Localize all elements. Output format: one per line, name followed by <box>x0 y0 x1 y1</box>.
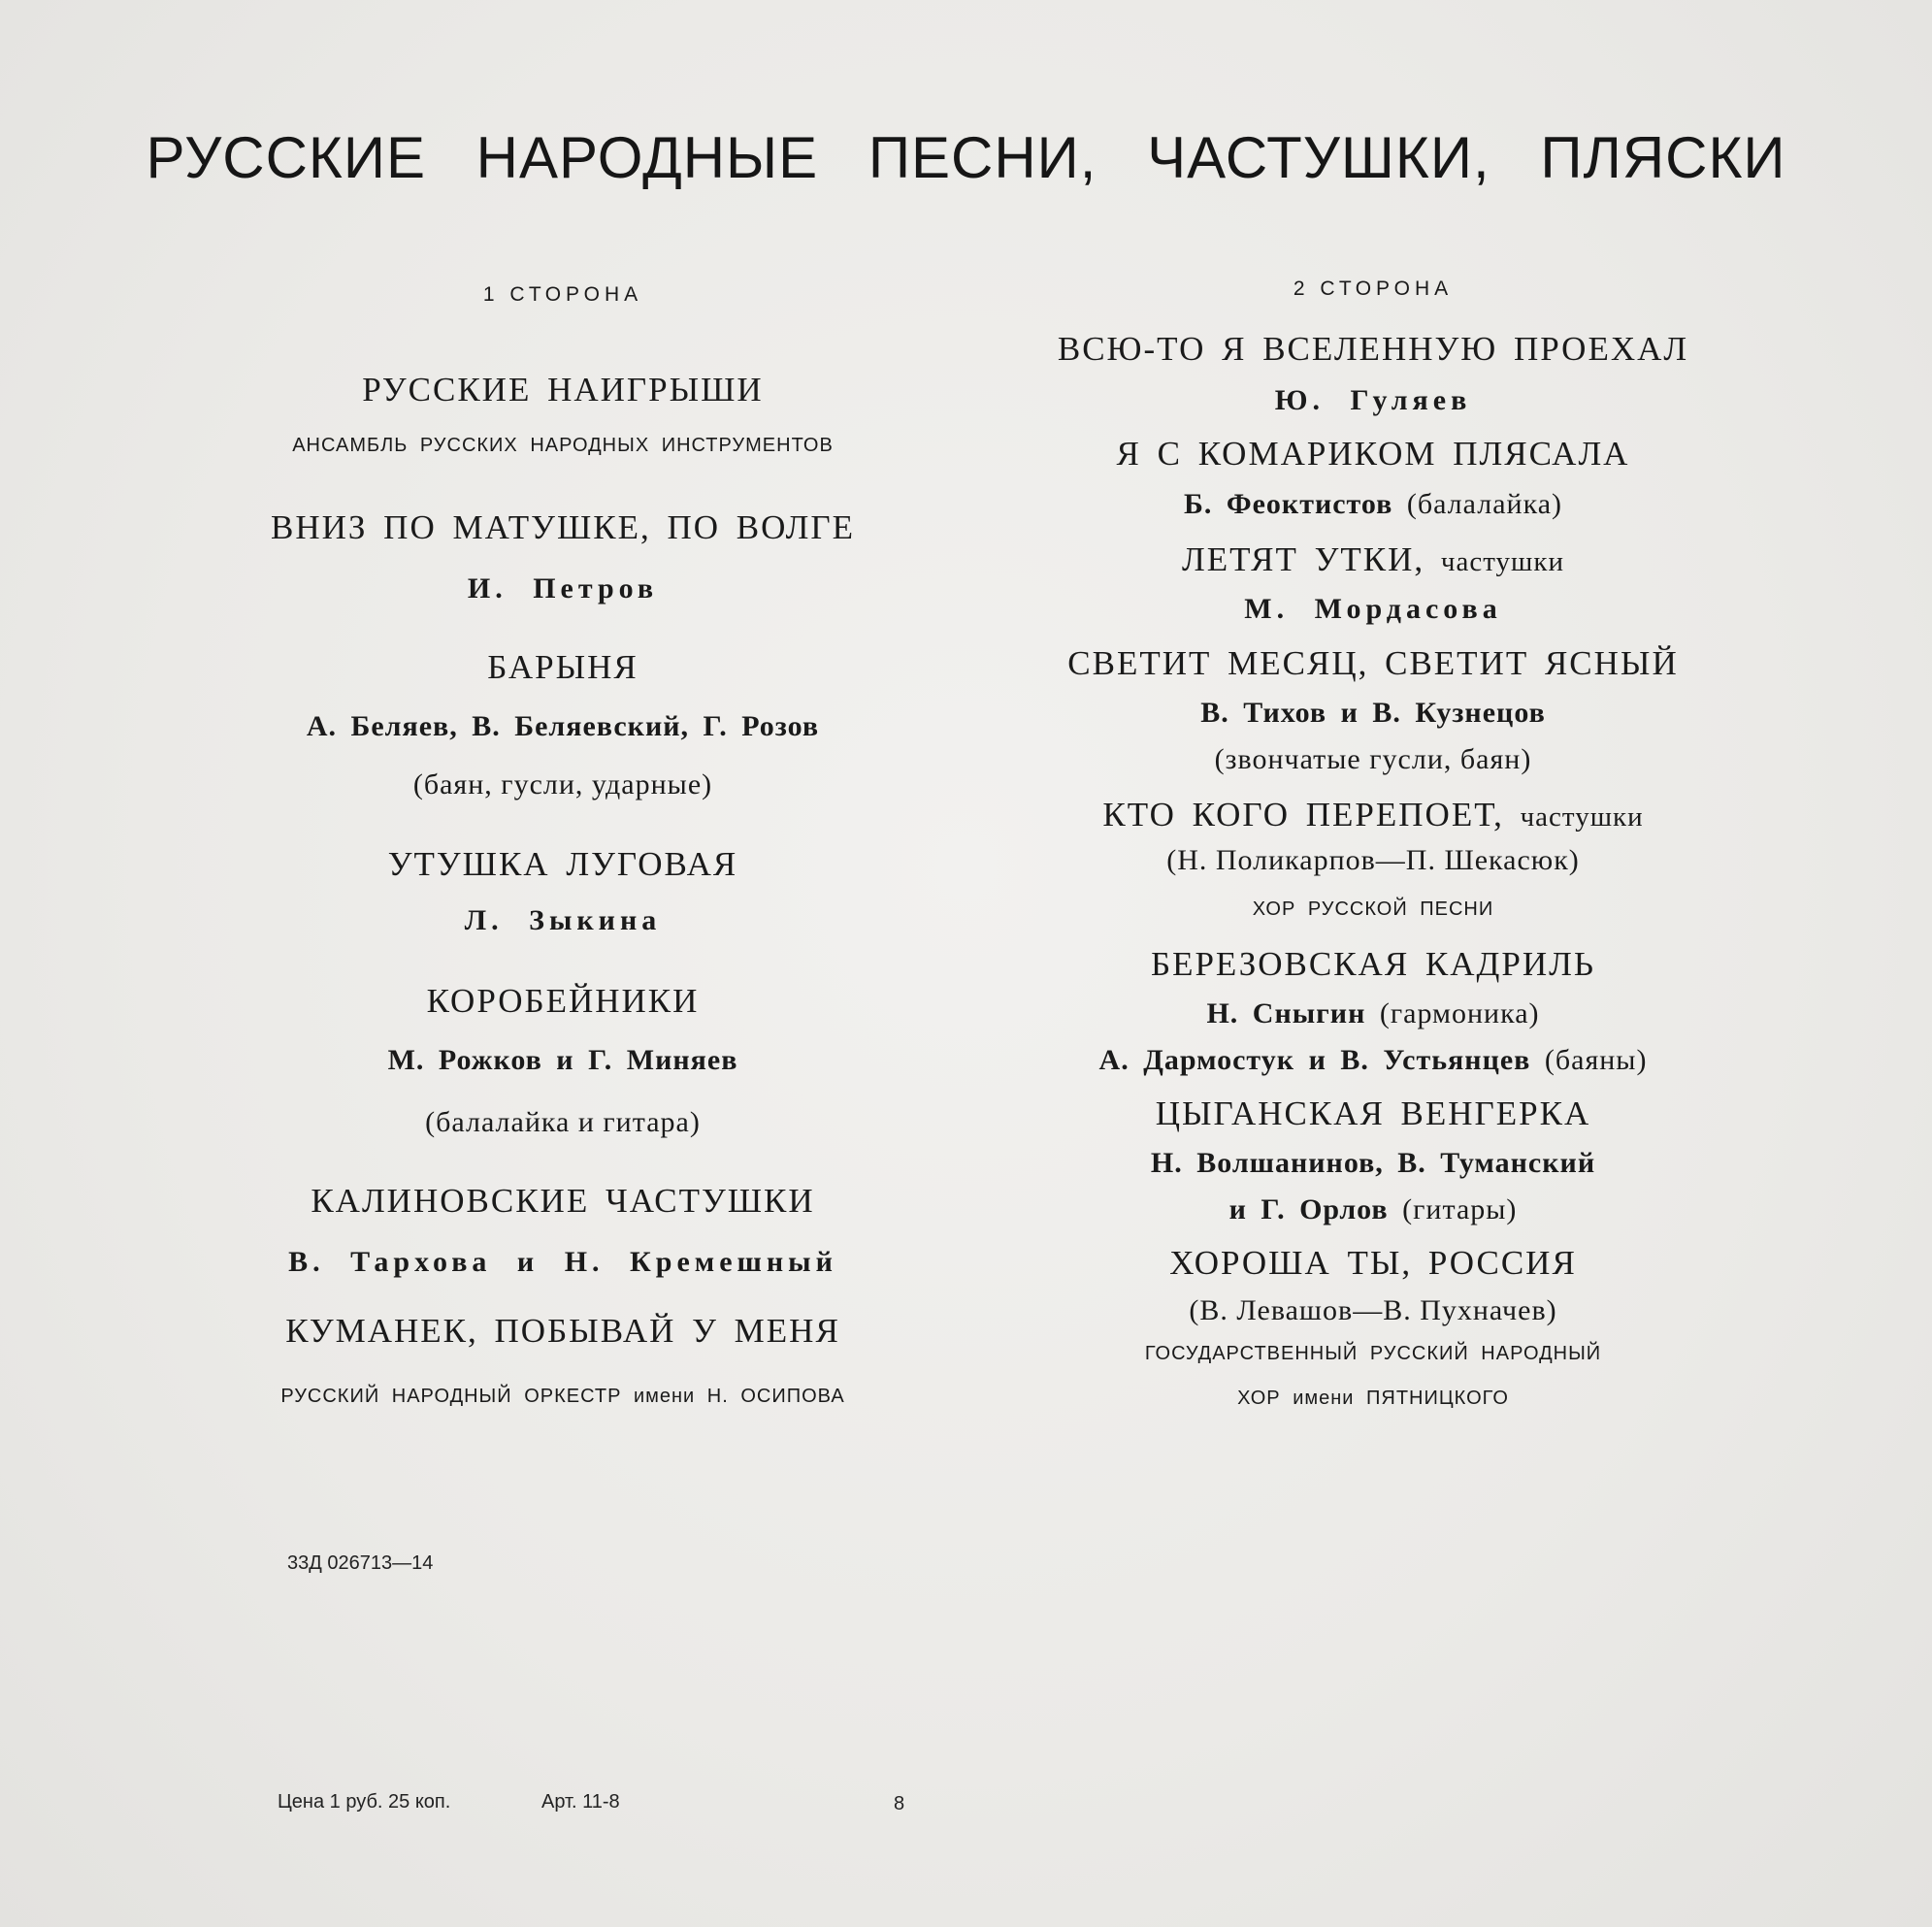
track-title: ЦЫГАНСКАЯ ВЕНГЕРКА <box>1155 1094 1591 1132</box>
instrument-note: (гитары) <box>1402 1193 1518 1225</box>
ensemble-credit: ХОР имени ПЯТНИЦКОГО <box>1237 1388 1509 1409</box>
performer: Л. Зыкина <box>464 904 662 936</box>
genre-note: частушки <box>1520 801 1644 833</box>
page-title: РУССКИЕ НАРОДНЫЕ ПЕСНИ, ЧАСТУШКИ, ПЛЯСКИ <box>146 125 1786 190</box>
instrument-note: (балалайка и гитара) <box>425 1106 701 1138</box>
authors-note: (В. Левашов—В. Пухначев) <box>1189 1294 1557 1326</box>
track-title: РУССКИЕ НАИГРЫШИ <box>362 371 764 408</box>
performer: В. Тархова и Н. Кремешный <box>288 1246 837 1278</box>
performer: М. Рожков и Г. Миняев <box>387 1044 738 1076</box>
instrument-note: (звончатые гусли, баян) <box>1214 743 1532 775</box>
catalog-number: 33Д 026713—14 <box>287 1552 434 1574</box>
ensemble-credit: РУССКИЙ НАРОДНЫЙ ОРКЕСТР имени Н. ОСИПОВА <box>280 1386 845 1407</box>
track-title-line <box>961 796 1785 834</box>
ensemble-credit: АНСАМБЛЬ РУССКИХ НАРОДНЫХ ИНСТРУМЕНТОВ <box>292 435 834 456</box>
performer: И. Петров <box>467 572 659 604</box>
track-title-line <box>961 540 1785 579</box>
instrument-note: (баян, гусли, ударные) <box>412 768 713 800</box>
performer: В. Тихов и В. Кузнецов <box>1200 697 1546 729</box>
track-title: ВНИЗ ПО МАТУШКЕ, ПО ВОЛГЕ <box>270 508 856 546</box>
performer-line <box>961 1044 1785 1077</box>
performer-line <box>961 997 1785 1030</box>
performer: А. Дармостук и В. Устьянцев <box>1098 1044 1531 1076</box>
performer: Ю. Гуляев <box>1274 384 1472 416</box>
performer: Н. Сныгин <box>1206 997 1366 1029</box>
instrument-note: (баяны) <box>1544 1044 1648 1076</box>
instrument-note: (гармоника) <box>1379 997 1540 1029</box>
track-title: УТУШКА ЛУГОВАЯ <box>387 845 738 883</box>
side-2-label: 2 СТОРОНА <box>1293 278 1454 300</box>
track-title: КОРОБЕЙНИКИ <box>426 982 700 1020</box>
genre-note: частушки <box>1440 546 1564 577</box>
page-number: 8 <box>894 1793 905 1814</box>
ensemble-credit: ГОСУДАРСТВЕННЫЙ РУССКИЙ НАРОДНЫЙ <box>1144 1343 1602 1364</box>
performer: А. Беляев, В. Беляевский, Г. Розов <box>306 710 820 742</box>
ensemble-credit: ХОР РУССКОЙ ПЕСНИ <box>1252 898 1494 920</box>
instrument-note: (балалайка) <box>1406 488 1562 520</box>
track-title: Я С КОМАРИКОМ ПЛЯСАЛА <box>1116 435 1630 473</box>
track-title: ХОРОША ТЫ, РОССИЯ <box>1169 1244 1577 1282</box>
article-number: Арт. 11-8 <box>541 1791 620 1813</box>
performer: Б. Феоктистов <box>1184 488 1393 520</box>
track-title: БАРЫНЯ <box>487 648 639 686</box>
performer: Н. Волшанинов, В. Туманский <box>1150 1147 1596 1179</box>
track-title: КАЛИНОВСКИЕ ЧАСТУШКИ <box>311 1182 815 1220</box>
authors-note: (Н. Поликарпов—П. Шекасюк) <box>1166 844 1580 876</box>
track-title: КУМАНЕК, ПОБЫВАЙ У МЕНЯ <box>285 1312 840 1350</box>
track-title: ВСЮ-ТО Я ВСЕЛЕННУЮ ПРОЕХАЛ <box>1057 330 1689 368</box>
performer: М. Мордасова <box>1244 593 1502 625</box>
side-1-label: 1 СТОРОНА <box>482 283 643 306</box>
track-title: ЛЕТЯТ УТКИ, <box>1182 540 1425 578</box>
price: Цена 1 руб. 25 коп. <box>278 1791 451 1813</box>
track-title: КТО КОГО ПЕРЕПОЕТ, <box>1102 796 1504 833</box>
track-title: СВЕТИТ МЕСЯЦ, СВЕТИТ ЯСНЫЙ <box>1067 644 1679 682</box>
performer-line <box>961 1193 1785 1226</box>
performer: и Г. Орлов <box>1228 1193 1389 1225</box>
performer-line <box>961 488 1785 521</box>
track-title: БЕРЕЗОВСКАЯ КАДРИЛЬ <box>1150 945 1596 983</box>
